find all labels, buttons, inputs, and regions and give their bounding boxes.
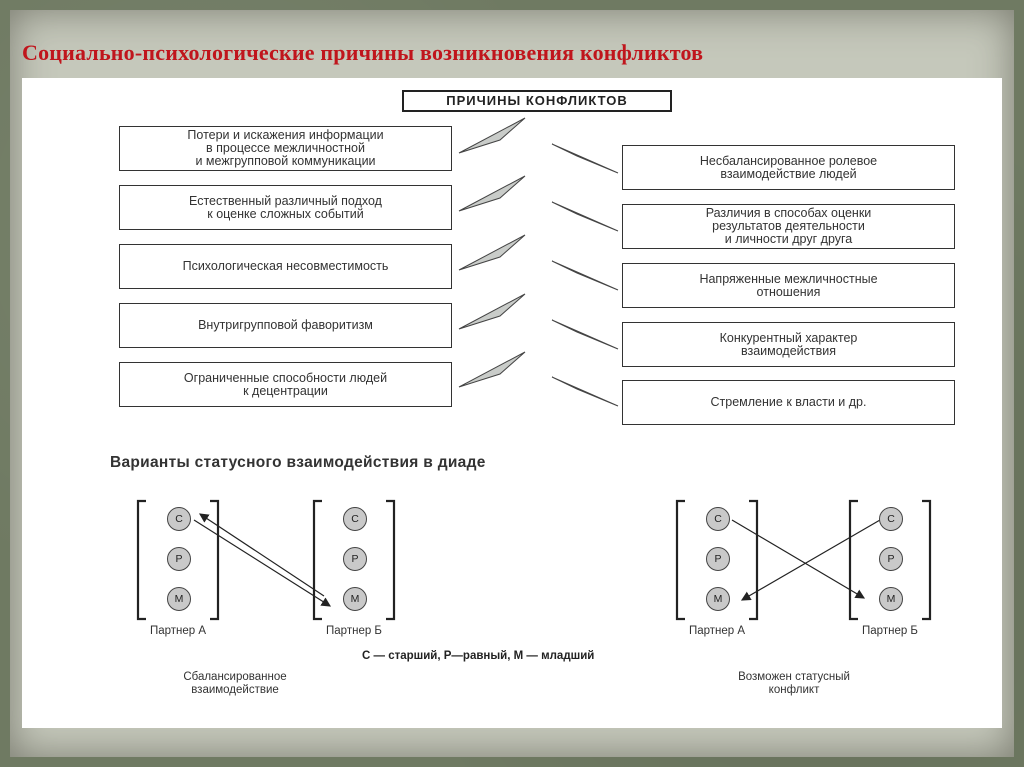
role-equal-b2: Р [879,547,903,571]
slide-title: Социально-психологические причины возникновения конфликтов [22,40,704,65]
bracket-a1-left [138,501,146,619]
role-senior-b2: С [879,507,903,531]
role-junior-b2: М [879,587,903,611]
dyad-title: Варианты статусного взаимодействия в диаде [110,454,486,471]
caption-balanced: Сбалансированное взаимодействие [183,671,287,696]
role-equal-b1: Р [343,547,367,571]
role-senior-a2: С [706,507,730,531]
cause-box-left-5: Ограниченные способности людей к децентрации [119,362,452,407]
cause-box-right-3: Напряженные межличностные отношения [622,263,955,308]
bracket-a2-right [749,501,757,619]
role-senior-a1: С [167,507,191,531]
cause-box-left-1: Потери и искажения информации в процессе межличностной и межгрупповой коммуникации [119,126,452,171]
cause-box-right-1: Несбалансированное ролевое взаимодействие людей [622,145,955,190]
arrow-conflict-2 [742,520,880,600]
bracket-a1-right [210,501,218,619]
cause-box-right-2: Различия в способах оценки результатов деятельности и личности друг друга [622,204,955,249]
bracket-b2-right [922,501,930,619]
bracket-b2-left [850,501,858,619]
cause-box-right-4: Конкурентный характер взаимодействия [622,322,955,367]
arrow-balanced-1 [194,520,330,606]
role-equal-a2: Р [706,547,730,571]
bracket-a2-left [677,501,685,619]
cause-box-right-5: Стремление к власти и др. [622,380,955,425]
role-equal-a1: Р [167,547,191,571]
role-junior-a1: М [167,587,191,611]
bracket-b1-right [386,501,394,619]
slide-content [22,78,1002,728]
partner-a-label-2: Партнер А [688,625,746,637]
partner-b-label-1: Партнер Б [326,625,382,637]
cause-box-left-4: Внутригрупповой фаворитизм [119,303,452,348]
arrow-conflict-1 [732,520,864,598]
caption-conflict: Возможен статусный конфликт [738,671,850,696]
partner-b-label-2: Партнер Б [862,625,918,637]
role-legend: С — старший, Р—равный, М — младший [362,650,595,662]
causes-heading: ПРИЧИНЫ КОНФЛИКТОВ [402,90,672,112]
partner-a-label-1: Партнер А [149,625,207,637]
cause-box-left-3: Психологическая несовместимость [119,244,452,289]
bracket-b1-left [314,501,322,619]
cause-box-left-2: Естественный различный подход к оценке сложных событий [119,185,452,230]
role-junior-a2: М [706,587,730,611]
role-junior-b1: М [343,587,367,611]
role-senior-b1: С [343,507,367,531]
